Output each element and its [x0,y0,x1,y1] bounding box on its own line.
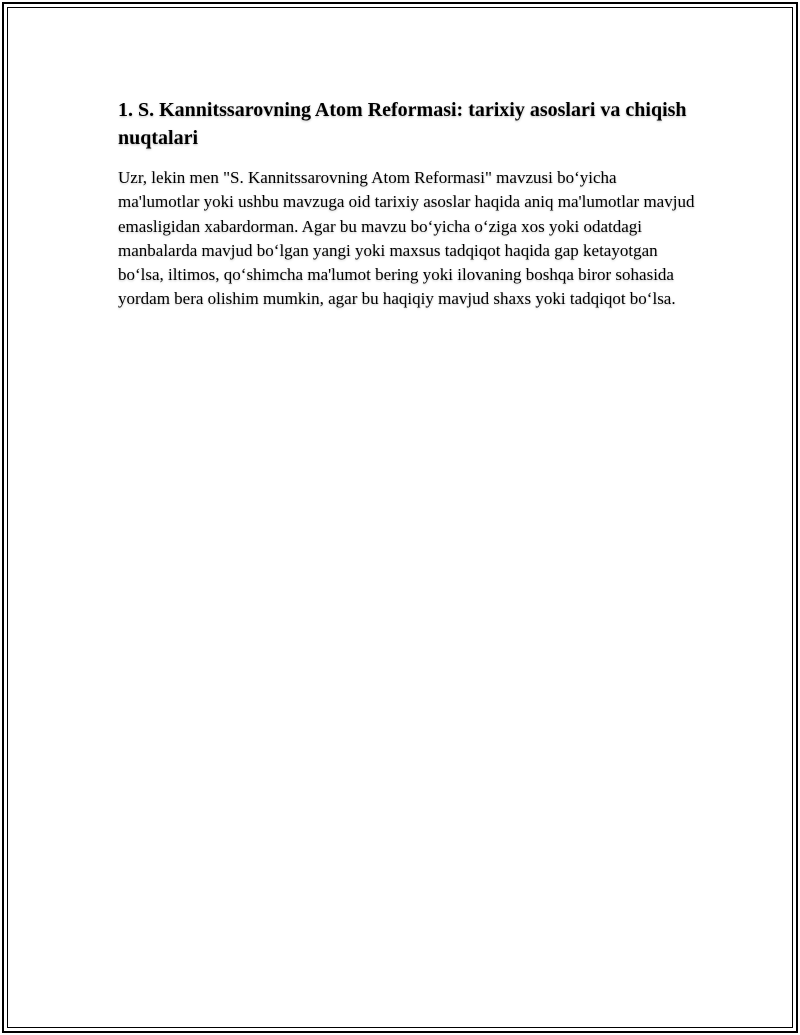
document-page [2,2,798,1033]
section-heading: 1. S. Kannitssarovning Atom Reformasi: tarixiy asoslari va chiqish nuqtalari [118,99,687,149]
section-content [118,96,698,312]
section-paragraph: Uzr, lekin men "S. Kannitssarovning Atom Reformasi" mavzusi bo‘yicha ma'lumotlar yoki ushbu mavzuga oid tarixiy asoslar haqida aniq ma'lumotlar mavjud emasligidan xabardorman. Agar bu mavzu bo‘yicha o‘ziga xos yoki odatdagi manbalarda mavjud bo‘lgan yangi yoki maxsus tadqiqot haqida gap ketayotgan bo‘lsa, iltimos, qo‘shimcha ma'lumot bering yoki ilovaning boshqa biror sohasida yordam bera olishim mumkin, agar bu haqiqiy mavjud shaxs yoki tadqiqot bo‘lsa. [118,168,695,309]
